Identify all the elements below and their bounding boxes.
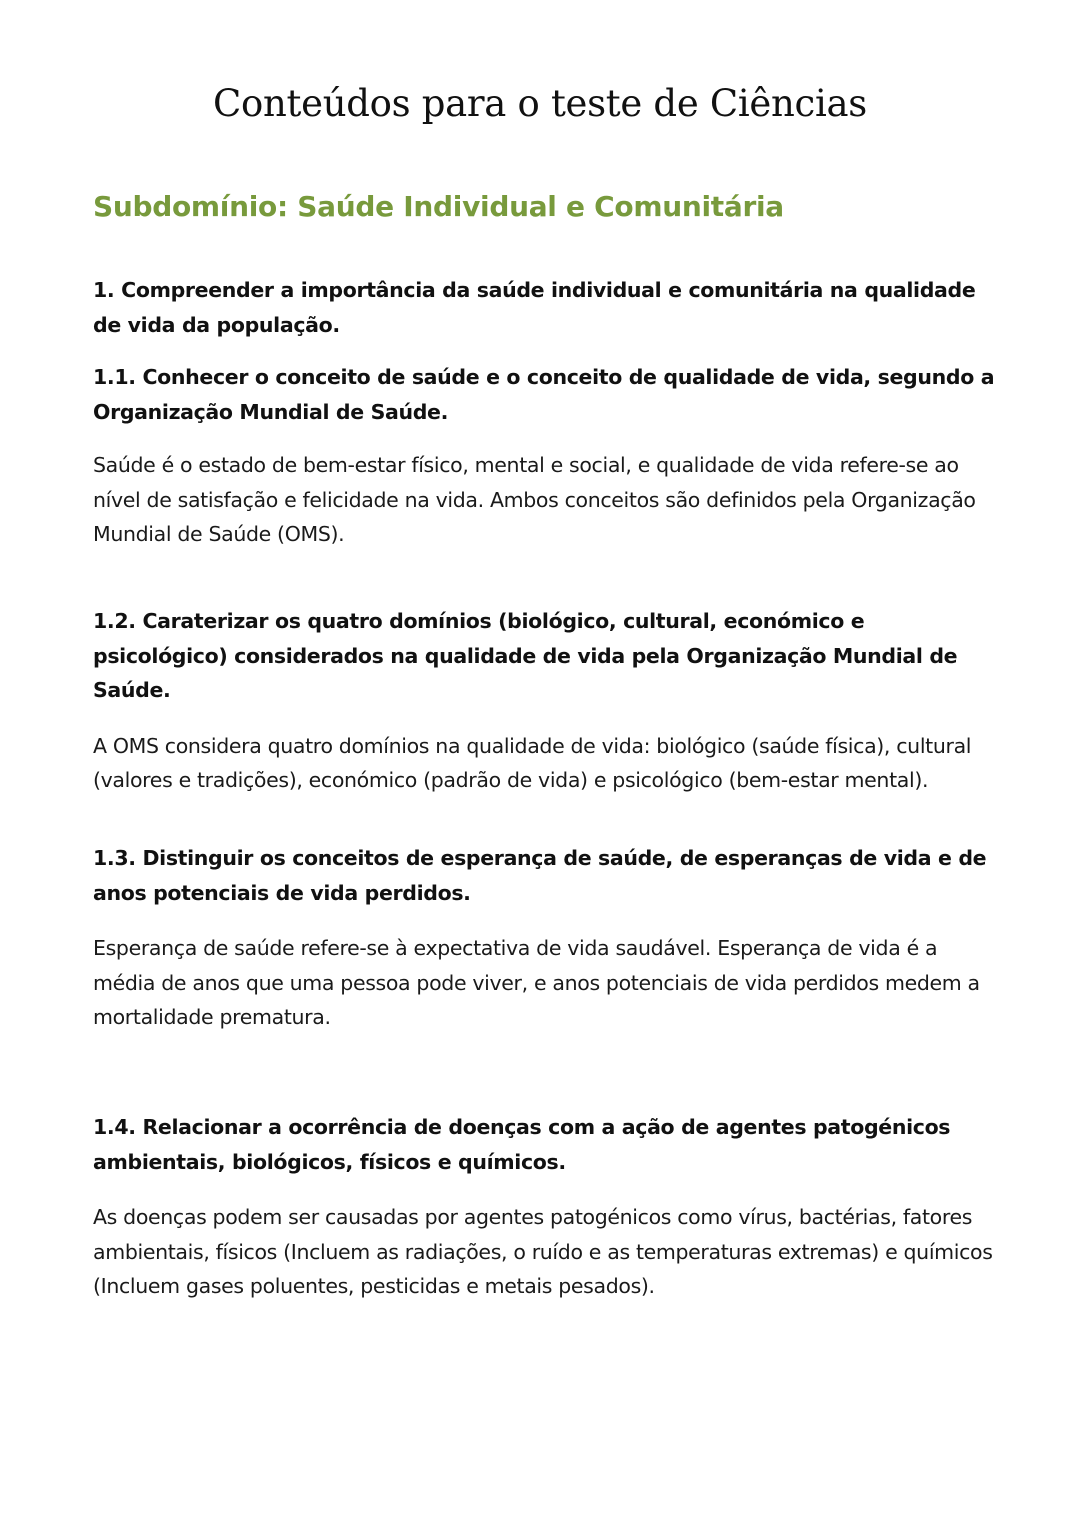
section-body: Esperança de saúde refere-se à expectativa de vida saudável. Esperança de vida é a média de anos que uma pessoa pode viver, e anos potenciais de vida perdidos medem a mortalidade prematura. bbox=[93, 936, 980, 1029]
section-1-4 bbox=[93, 1110, 1003, 1304]
section-heading: 1. Compreender a importância da saúde individual e comunitária na qualidade de vida da população. bbox=[93, 278, 976, 337]
section-body: A OMS considera quatro domínios na qualidade de vida: biológico (saúde física), cultural (valores e tradições), económico (padrão de vida) e psicológico (bem-estar mental). bbox=[93, 733, 972, 792]
section-heading: 1.3. Distinguir os conceitos de esperança de saúde, de esperanças de vida e de anos potenciais de vida perdidos. bbox=[93, 846, 987, 905]
section-1-2 bbox=[93, 604, 1003, 798]
page-title: Conteúdos para o teste de Ciências bbox=[213, 82, 867, 125]
section-1 bbox=[93, 273, 1003, 342]
section-1-3 bbox=[93, 841, 1003, 1035]
section-1-1 bbox=[93, 360, 1003, 552]
section-heading: 1.2. Caraterizar os quatro domínios (biológico, cultural, económico e psicológico) considerados na qualidade de vida pela Organização Mundial de Saúde. bbox=[93, 609, 958, 702]
subdomain-heading: Subdomínio: Saúde Individual e Comunitária bbox=[93, 190, 784, 223]
section-body: As doenças podem ser causadas por agentes patogénicos como vírus, bactérias, fatores ambientais, físicos (Incluem as radiações, o ruído e as temperaturas extremas) e químicos (Incluem gases poluentes, pesticidas e metais pesados). bbox=[93, 1205, 993, 1298]
section-heading: 1.1. Conhecer o conceito de saúde e o conceito de qualidade de vida, segundo a Organização Mundial de Saúde. bbox=[93, 365, 995, 424]
section-body: Saúde é o estado de bem-estar físico, mental e social, e qualidade de vida refere-se ao nível de satisfação e felicidade na vida. Ambos conceitos são definidos pela Organização Mundial de Saúde (OMS). bbox=[93, 453, 976, 546]
section-heading: 1.4. Relacionar a ocorrência de doenças com a ação de agentes patogénicos ambientais, biológicos, físicos e químicos. bbox=[93, 1115, 951, 1174]
